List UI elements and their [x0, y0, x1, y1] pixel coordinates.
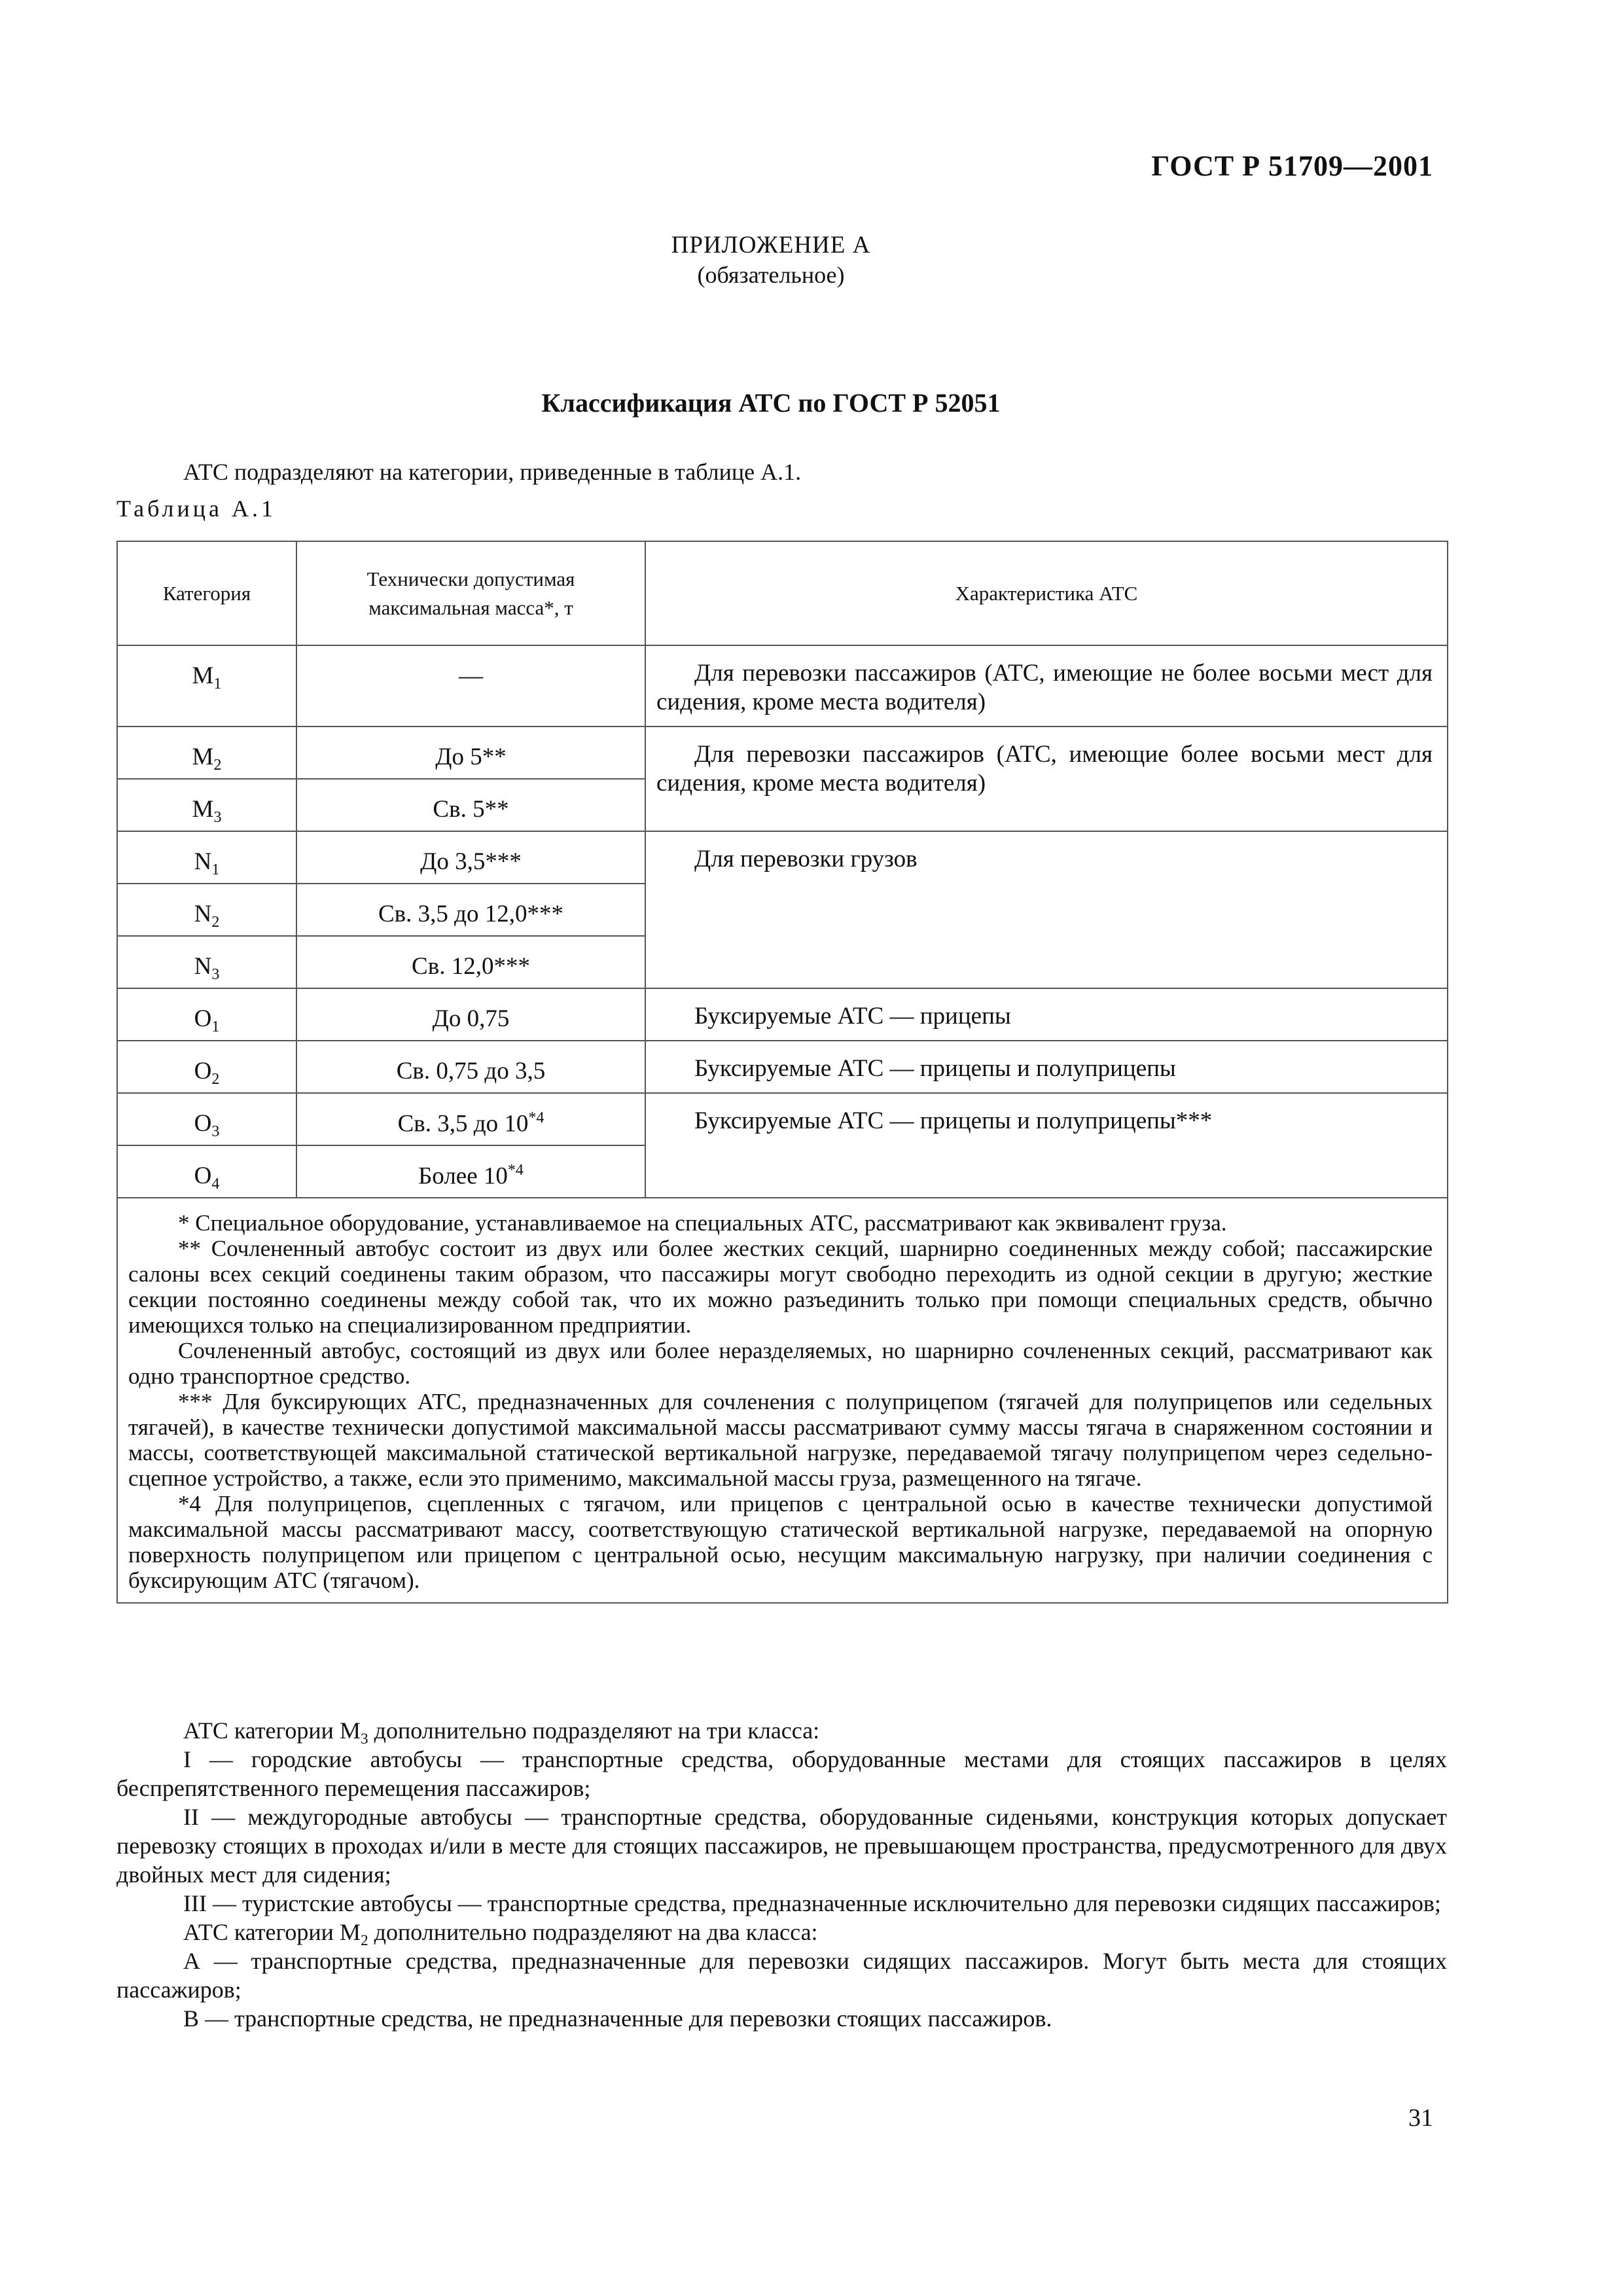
mass-cell: Св. 3,5 до 12,0*** — [296, 884, 645, 936]
class-b: В — транспортные средства, не предназначенные для перевозки стоящих пассажиров. — [183, 2005, 1052, 2032]
note-2: ** Сочлененный автобус состоит из двух или более жестких секций, шарнирно соединенных между собой; пассажирские салоны всех секций соединены таким образом, что пассажиры могут свободно переходить из одной секции в другую; жесткие секции постоянно соединены между собой так, что их можно разъединить только при помощи специальных средств, обычно имеющихся только на специализированном предприятии. — [128, 1236, 1433, 1338]
description-cell: Для перевозки грузов — [645, 831, 1448, 988]
mass-cell: Св. 5** — [296, 779, 645, 831]
header-mass-line2: максимальная масса*, т — [368, 596, 573, 619]
description-cell: Для перевозки пассажиров (АТС, имеющие не более восьми мест для сидения, кроме места водителя) — [645, 645, 1448, 726]
m3-classes-intro: АТС категории $M_3$ дополнительно подразделяют на три класса: — [183, 1717, 820, 1748]
category-cell: $N_2$ — [117, 884, 296, 936]
table-row — [117, 726, 1448, 779]
mass-cell: Более 10$^{*4}$ — [296, 1145, 645, 1198]
category-cell: $O_2$ — [117, 1041, 296, 1093]
header-mass-line1: Технически допустимая — [366, 567, 575, 590]
note-4: *** Для буксирующих АТС, предназначенных для сочленения с полуприцепом (тягачей для полуприцепов или седельных тягачей), в качестве технически допустимой максимальной массы рассматривают сумму массы тягача в снаряженном состоянии и массы, соответствующей максимальной статической вертикальной нагрузке, передаваемой тягачу полуприцепом через седельно-сцепное устройство, а также, если это применимо, максимальной массы груза, размещенного на тягаче. — [128, 1389, 1433, 1491]
section-title: Классификация АТС по ГОСТ Р 52051 — [541, 388, 1001, 418]
table-row — [117, 831, 1448, 884]
description-cell: Буксируемые АТС — прицепы — [645, 988, 1448, 1041]
intro-paragraph: АТС подразделяют на категории, приведенные в таблице А.1. — [183, 459, 802, 485]
mass-cell: До 0,75 — [296, 988, 645, 1041]
category-cell: $O_1$ — [117, 988, 296, 1041]
table-notes-row — [117, 1198, 1448, 1603]
category-cell: $O_4$ — [117, 1145, 296, 1198]
mass-cell: — — [296, 645, 645, 726]
header-mass — [296, 541, 645, 645]
category-cell: $N_1$ — [117, 831, 296, 884]
header-category: Категория — [117, 541, 296, 645]
note-3: Сочлененный автобус, состоящий из двух или более неразделяемых, но шарнирно сочлененных секций, рассматривают как одно транспортное средство. — [128, 1338, 1433, 1389]
m2-classes-intro: АТС категории $M_2$ дополнительно подразделяют на два класса: — [183, 1919, 818, 1949]
category-cell: $M_2$ — [117, 726, 296, 779]
table-row — [117, 1041, 1448, 1093]
category-cell: $O_3$ — [117, 1093, 296, 1145]
body-text — [116, 1716, 1447, 2033]
class-i: I — городские автобусы — транспортные средства, оборудованные местами для стоящих пассажиров в целях беспрепятственного перемещения пассажиров; — [116, 1746, 1447, 1801]
page-number: 31 — [1408, 2104, 1433, 2132]
note-1: * Специальное оборудование, устанавливаемое на специальных АТС, рассматривают как эквивалент груза. — [178, 1210, 1227, 1236]
category-cell: $M_3$ — [117, 779, 296, 831]
note-5: *4 Для полуприцепов, сцепленных с тягачом, или прицепов с центральной осью в качестве технически допустимой максимальной массы рассматривают массу, соответствующую статической вертикальной нагрузке, передаваемой на опорную поверхность полуприцепом или прицепом с центральной осью, несущим максимальную нагрузку, при наличии соединения с буксирующим АТС (тягачом). — [128, 1491, 1433, 1593]
class-ii: II — междугородные автобусы — транспортные средства, оборудованные сиденьями, конструкция которых допускает перевозку стоящих в проходах и/или в месте для стоящих пассажиров, не превышающем пространства, предусмотренного для двух двойных мест для сидения; — [116, 1804, 1447, 1888]
appendix-title: ПРИЛОЖЕНИЕ А — [671, 232, 871, 259]
appendix-heading — [0, 230, 1542, 289]
mass-cell: Св. 12,0*** — [296, 936, 645, 988]
table-row — [117, 1093, 1448, 1145]
table-notes — [117, 1198, 1448, 1603]
document-number: ГОСТ Р 51709—2001 — [1151, 150, 1433, 182]
table-header-row — [117, 541, 1448, 645]
appendix-status: (обязательное) — [697, 262, 845, 288]
header-description: Характеристика АТС — [645, 541, 1448, 645]
class-iii: III — туристские автобусы — транспортные средства, предназначенные исключительно для перевозки сидящих пассажиров; — [183, 1890, 1441, 1916]
mass-cell: До 3,5*** — [296, 831, 645, 884]
mass-cell: Св. 3,5 до 10$^{*4}$ — [296, 1093, 645, 1145]
description-cell: Буксируемые АТС — прицепы и полуприцепы — [645, 1041, 1448, 1093]
category-cell: $M_1$ — [117, 645, 296, 726]
category-cell: $N_3$ — [117, 936, 296, 988]
class-a: А — транспортные средства, предназначенные для перевозки сидящих пассажиров. Могут быть места для стоящих пассажиров; — [116, 1948, 1447, 2003]
description-cell: Для перевозки пассажиров (АТС, имеющие более восьми мест для сидения, кроме места водителя) — [645, 726, 1448, 831]
table-caption: Таблица А.1 — [116, 495, 276, 522]
mass-cell: Св. 0,75 до 3,5 — [296, 1041, 645, 1093]
classification-table — [116, 541, 1448, 1604]
mass-cell: До 5** — [296, 726, 645, 779]
table-row — [117, 645, 1448, 726]
description-cell: Буксируемые АТС — прицепы и полуприцепы*** — [645, 1093, 1448, 1198]
table-row — [117, 988, 1448, 1041]
